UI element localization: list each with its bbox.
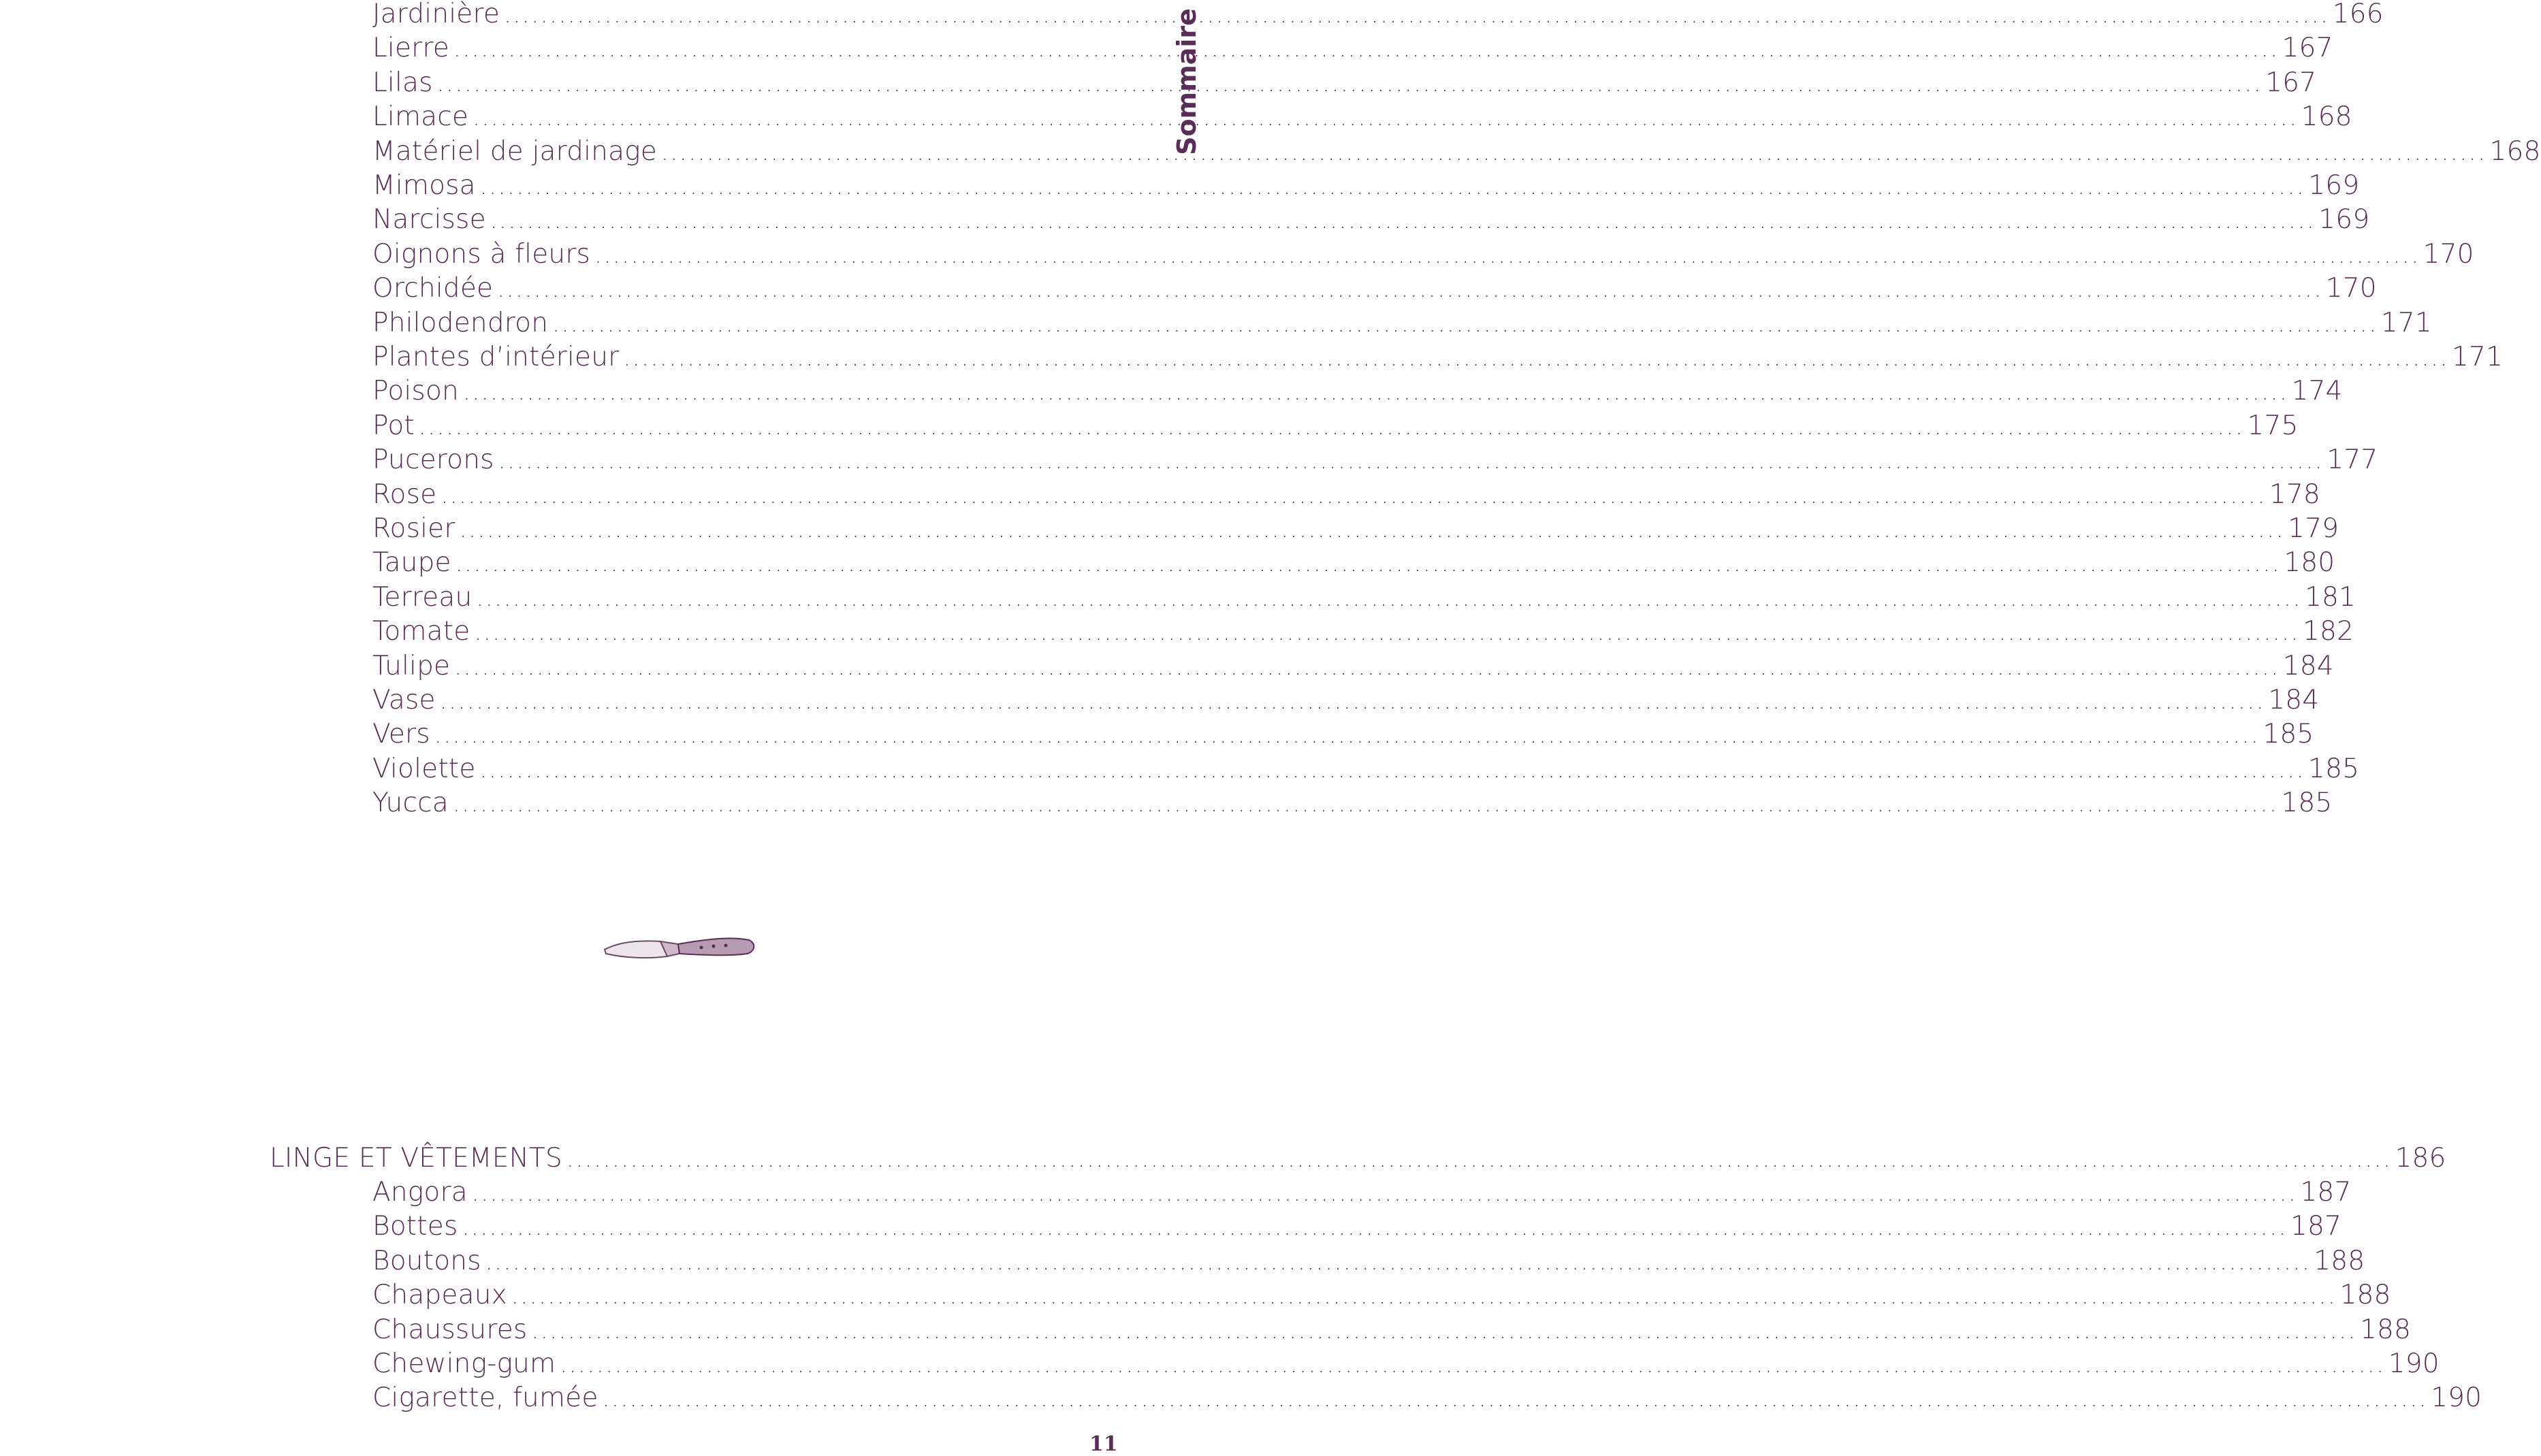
toc-entry-page: 169	[2308, 170, 2360, 201]
toc-entry-page: 170	[2423, 238, 2474, 270]
toc-entry-page: 167	[2282, 33, 2333, 64]
toc-entry-page: 177	[2327, 444, 2378, 476]
toc-entry-page: 185	[2281, 788, 2333, 819]
toc-entry-label: Matériel de jardinage	[372, 135, 657, 167]
dot-leader: ........................................................................................................................................................................................................	[497, 276, 2323, 304]
toc-entry	[372, 1176, 2352, 1210]
toc-entry-page: 170	[2325, 273, 2377, 304]
toc-entry-page: 179	[2288, 513, 2339, 544]
dot-leader: ........................................................................................................................................................................................................	[552, 310, 2378, 338]
dot-leader: ........................................................................................................................................................................................................	[560, 1351, 2386, 1378]
dot-leader: ........................................................................................................................................................................................................	[454, 653, 2280, 681]
dot-leader: ........................................................................................................................................................................................................	[441, 481, 2267, 509]
toc-entry	[372, 1313, 2411, 1347]
toc-entry-label: Orchidée	[372, 273, 494, 304]
toc-entry-page: 180	[2284, 547, 2335, 579]
dot-leader: ........................................................................................................................................................................................................	[479, 173, 2306, 200]
dot-leader: ........................................................................................................................................................................................................	[452, 790, 2279, 818]
dot-leader: ........................................................................................................................................................................................................	[474, 619, 2300, 647]
toc-entry	[372, 512, 2339, 546]
toc-entry	[372, 615, 2354, 649]
toc-entry-page: 185	[2263, 719, 2314, 750]
toc-entry-label: Yucca	[372, 788, 449, 819]
dot-leader: ........................................................................................................................................................................................................	[455, 550, 2282, 578]
dot-leader: ........................................................................................................................................................................................................	[459, 516, 2286, 543]
toc-entry-page: 168	[2301, 101, 2352, 133]
toc-entry-label: Limace	[372, 101, 469, 133]
toc-entry	[372, 1381, 2482, 1415]
toc-entry	[372, 374, 2343, 408]
toc-chapter-label: LINGE ET VÊTEMENTS	[270, 1143, 562, 1174]
page-number: 11	[1089, 1432, 1118, 1456]
toc-entry-page: 187	[2290, 1211, 2342, 1242]
toc-entry-label: Poison	[372, 376, 459, 407]
toc-entry	[372, 238, 2474, 272]
toc-entry-label: Chapeaux	[372, 1280, 507, 1311]
toc-entry	[372, 409, 2299, 443]
toc-entry-label: Rosier	[372, 513, 456, 544]
dot-leader: ........................................................................................................................................................................................................	[473, 104, 2299, 132]
toc-entry-label: Violette	[372, 753, 476, 784]
toc-entry	[372, 306, 2432, 340]
toc-entry-label: Tulipe	[372, 650, 451, 681]
toc-entry	[372, 169, 2360, 203]
toc-entry-page: 190	[2431, 1382, 2482, 1414]
dot-leader: ........................................................................................................................................................................................................	[498, 447, 2324, 475]
dot-leader: ........................................................................................................................................................................................................	[453, 35, 2280, 63]
toc-entry	[372, 0, 2384, 31]
toc-entry	[372, 135, 2541, 169]
dot-leader: ........................................................................................................................................................................................................	[602, 1385, 2429, 1413]
toc-entry-page: 182	[2302, 616, 2354, 647]
dot-leader: ........................................................................................................................................................................................................	[623, 344, 2449, 372]
toc-entry	[372, 272, 2377, 306]
toc-entry-page: 169	[2318, 204, 2370, 236]
toc-entry	[372, 340, 2503, 374]
toc-entry-label: Jardinière	[372, 0, 500, 29]
toc-entry-label: Chaussures	[372, 1314, 528, 1345]
toc-entry	[372, 717, 2314, 751]
toc-entry-label: Lierre	[372, 33, 449, 64]
toc-entry	[372, 683, 2320, 717]
toc-entry-page: 187	[2300, 1177, 2352, 1208]
toc-entry-label: Mimosa	[372, 170, 476, 201]
toc-entry-page: 190	[2388, 1348, 2440, 1379]
toc-entry-page: 167	[2265, 67, 2317, 98]
toc-entry	[372, 786, 2333, 820]
toc-entry-page: 178	[2269, 479, 2320, 510]
dot-leader: ........................................................................................................................................................................................................	[439, 687, 2266, 715]
toc-entry-label: Terreau	[372, 581, 473, 613]
dot-leader: ........................................................................................................................................................................................................	[462, 378, 2289, 406]
dot-leader: ........................................................................................................................................................................................................	[485, 1248, 2312, 1276]
toc-entry-page: 171	[2380, 307, 2432, 338]
toc-entry-label: Philodendron	[372, 307, 549, 338]
dot-leader: ........................................................................................................................................................................................................	[434, 722, 2260, 749]
toc-entry-label: Chewing-gum	[372, 1348, 556, 1379]
toc-entry	[372, 203, 2370, 237]
toc-entry-page: 188	[2339, 1280, 2391, 1311]
dot-leader: ........................................................................................................................................................................................................	[476, 584, 2302, 612]
toc-entry-label: Lilas	[372, 67, 433, 98]
toc-entry	[372, 443, 2378, 477]
toc-entry	[372, 752, 2360, 786]
toc-entry	[372, 100, 2352, 134]
toc-entry-label: Boutons	[372, 1245, 481, 1276]
toc-entry-label: Narcisse	[372, 204, 486, 236]
toc-entry	[372, 1278, 2391, 1312]
toc-entry	[372, 1244, 2365, 1278]
toc-entry-page: 188	[2359, 1314, 2411, 1345]
trowel-icon	[599, 929, 757, 963]
toc-entry-label: Taupe	[372, 547, 451, 579]
toc-entry-label: Pucerons	[372, 444, 494, 476]
section-title: Sommaire	[1172, 8, 1202, 155]
toc-entry-label: Cigarette, fumée	[372, 1382, 598, 1414]
dot-leader: ........................................................................................................................................................................................................	[471, 1180, 2298, 1207]
toc-entry-label: Bottes	[372, 1211, 458, 1242]
toc-entry-label: Pot	[372, 410, 415, 441]
toc-entry-page: 171	[2451, 342, 2503, 372]
toc-entry-label: Vers	[372, 719, 430, 750]
dot-leader: ........................................................................................................................................................................................................	[504, 1, 2330, 29]
toc-entry-page: 188	[2314, 1245, 2365, 1276]
dot-leader: ........................................................................................................................................................................................................	[490, 207, 2316, 235]
toc-entry-label: Angora	[372, 1177, 468, 1208]
toc-entry	[372, 478, 2320, 512]
dot-leader: ........................................................................................................................................................................................................	[531, 1316, 2357, 1344]
toc-entry	[372, 1210, 2342, 1244]
toc-chapter	[270, 1142, 2446, 1176]
toc-entry-label: Rose	[372, 479, 437, 510]
toc-entry	[372, 546, 2335, 580]
dot-leader: ........................................................................................................................................................................................................	[462, 1214, 2288, 1242]
toc-entry-label: Oignons à fleurs	[372, 238, 591, 270]
toc-entry-label: Vase	[372, 685, 436, 715]
dot-leader: ........................................................................................................................................................................................................	[418, 412, 2245, 440]
dot-leader: ........................................................................................................................................................................................................	[511, 1282, 2337, 1310]
toc-entry-label: Plantes d’intérieur	[372, 342, 620, 372]
toc-chapter-page: 186	[2395, 1143, 2446, 1174]
dot-leader: ........................................................................................................................................................................................................	[566, 1146, 2393, 1173]
toc-entry	[372, 66, 2317, 100]
toc-entry-page: 181	[2304, 581, 2356, 613]
toc-entry	[372, 1347, 2440, 1381]
toc-entry	[372, 31, 2333, 65]
dot-leader: ........................................................................................................................................................................................................	[479, 756, 2306, 783]
toc-entry-page: 184	[2268, 685, 2320, 715]
toc-entry-page: 166	[2332, 0, 2384, 29]
toc-entry-label: Tomate	[372, 616, 470, 647]
toc-entry-page: 174	[2291, 376, 2343, 407]
dot-leader: ........................................................................................................................................................................................................	[660, 138, 2487, 166]
toc-entry	[372, 581, 2356, 615]
toc-entry-page: 175	[2247, 410, 2299, 441]
toc-entry	[372, 649, 2334, 683]
toc-entry-page: 184	[2282, 650, 2334, 681]
dot-leader: ........................................................................................................................................................................................................	[594, 241, 2420, 269]
dot-leader: ........................................................................................................................................................................................................	[436, 69, 2263, 97]
toc-entry-page: 185	[2308, 753, 2360, 784]
toc-entry-page: 168	[2489, 135, 2541, 167]
